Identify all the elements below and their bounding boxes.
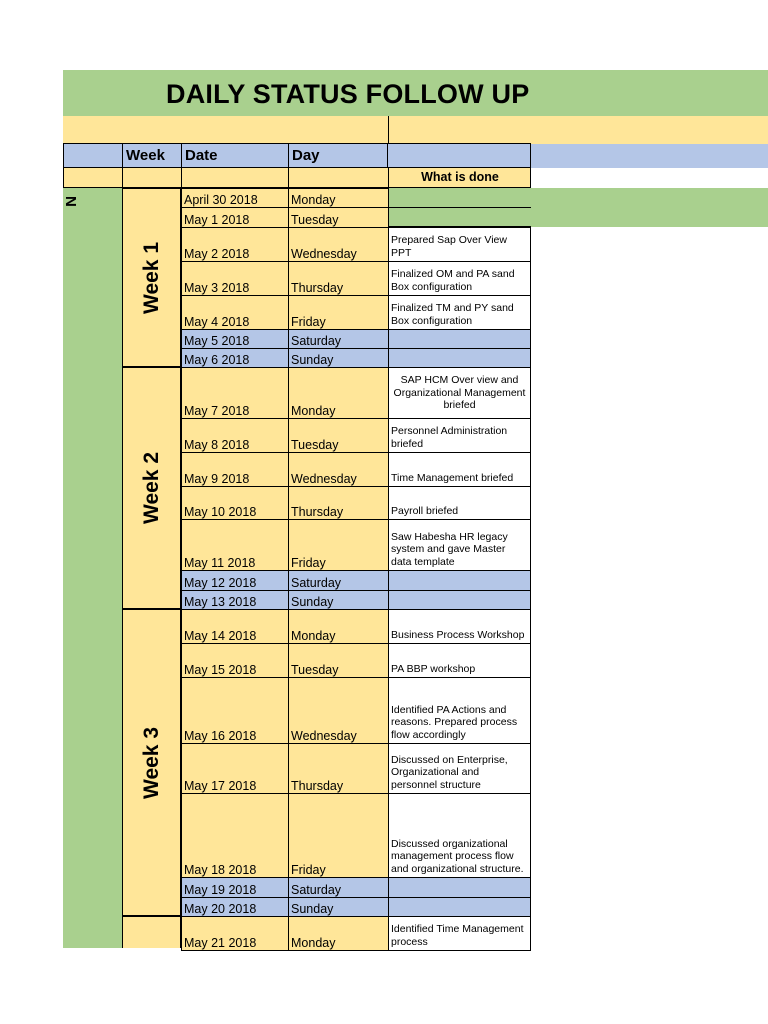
week-label: Week 1	[139, 241, 163, 314]
day-cell: Monday	[288, 916, 389, 951]
what-is-done-cell	[388, 295, 531, 330]
day-cell: Friday	[288, 295, 389, 330]
day-cell: Monday	[288, 188, 389, 208]
what-is-done-text: Finalized OM and PA sand Box configuration	[391, 268, 515, 293]
date-cell: May 10 2018	[181, 486, 289, 520]
day-cell: Wednesday	[288, 452, 389, 487]
what-is-done-cell	[388, 452, 531, 487]
week-label: Week 2	[139, 452, 163, 524]
week-label: Week 3	[139, 726, 163, 799]
date-cell: May 8 2018	[181, 418, 289, 453]
date-cell: May 21 2018	[181, 916, 289, 951]
what-is-done-cell	[388, 897, 531, 917]
what-is-done-cell	[388, 367, 531, 419]
date-cell: May 2 2018	[181, 227, 289, 262]
what-is-done-text: SAP HCM Over view and Organizational Management briefed	[393, 374, 526, 412]
what-is-done-text: Prepared Sap Over View PPT	[391, 234, 507, 259]
what-is-done-cell	[388, 916, 531, 951]
what-is-done-cell	[388, 227, 531, 262]
date-cell: May 16 2018	[181, 677, 289, 744]
divider	[181, 168, 182, 188]
what-is-done-text: Discussed on Enterprise, Organizational and personnel structure	[391, 753, 508, 791]
week-cell-1	[122, 188, 181, 367]
spacer-row-right	[531, 116, 768, 144]
day-cell: Saturday	[288, 329, 389, 349]
title-band	[63, 70, 768, 116]
what-is-done-cell	[388, 348, 531, 368]
header-day: Day	[288, 144, 388, 168]
date-cell: May 5 2018	[181, 329, 289, 349]
what-is-done-cell	[388, 677, 531, 744]
date-cell: May 9 2018	[181, 452, 289, 487]
day-cell: Sunday	[288, 897, 389, 917]
day-cell: Monday	[288, 367, 389, 419]
day-cell: Saturday	[288, 877, 389, 898]
what-is-done-text: PA BBP workshop	[391, 662, 476, 675]
what-is-done-text: Business Process Workshop	[391, 628, 525, 641]
header-what-is-done: What is done	[388, 168, 531, 188]
date-cell: May 12 2018	[181, 570, 289, 591]
date-cell: May 4 2018	[181, 295, 289, 330]
date-cell: May 18 2018	[181, 793, 289, 878]
what-is-done-cell	[388, 590, 531, 610]
date-cell: May 3 2018	[181, 261, 289, 296]
date-cell: May 19 2018	[181, 877, 289, 898]
what-is-done-cell	[388, 329, 531, 349]
divider	[388, 116, 389, 144]
date-cell: May 14 2018	[181, 609, 289, 644]
date-cell: May 17 2018	[181, 743, 289, 794]
what-is-done-text: Finalized TM and PY sand Box configuration	[391, 302, 514, 327]
what-is-done-text: Discussed organizational management process flow and organizational structure.	[391, 837, 524, 875]
date-cell: May 15 2018	[181, 643, 289, 678]
what-is-done-cell	[388, 643, 531, 678]
side-column	[63, 188, 122, 948]
date-cell: May 6 2018	[181, 348, 289, 368]
what-is-done-text: Personnel Administration briefed	[391, 425, 508, 450]
day-cell: Monday	[288, 609, 389, 644]
day-cell: Thursday	[288, 486, 389, 520]
day-cell: Friday	[288, 519, 389, 571]
date-cell: May 7 2018	[181, 367, 289, 419]
day-cell: Tuesday	[288, 418, 389, 453]
week-cell-4	[122, 916, 181, 948]
date-cell: May 11 2018	[181, 519, 289, 571]
what-is-done-cell	[388, 519, 531, 571]
page-title: DAILY STATUS FOLLOW UP	[166, 79, 530, 109]
day-cell: Friday	[288, 793, 389, 878]
day-cell: Wednesday	[288, 677, 389, 744]
date-cell: April 30 2018	[181, 188, 289, 208]
week-cell-2	[122, 367, 181, 609]
what-is-done-cell	[388, 793, 531, 878]
what-is-done-text: Identified PA Actions and reasons. Prepared process flow accordingly	[391, 703, 518, 741]
header-date: Date	[181, 144, 288, 168]
what-is-done-text: Payroll briefed	[391, 504, 459, 517]
day-cell: Thursday	[288, 743, 389, 794]
what-is-done-cell	[388, 609, 531, 644]
what-is-done-cell	[388, 743, 531, 794]
what-is-done-cell	[388, 261, 531, 296]
what-is-done-cell	[388, 418, 531, 453]
what-is-done-cell	[388, 570, 531, 591]
divider	[122, 168, 123, 188]
spacer-row	[63, 116, 531, 144]
date-cell: May 1 2018	[181, 207, 289, 228]
what-is-done-cell	[388, 486, 531, 520]
day-cell: Wednesday	[288, 227, 389, 262]
divider	[388, 207, 531, 208]
what-is-done-text: Identified Time Management process	[391, 923, 524, 948]
day-cell: Saturday	[288, 570, 389, 591]
what-is-done-text: Time Management briefed	[391, 471, 514, 484]
day-cell: Sunday	[288, 348, 389, 368]
week-cell-3	[122, 609, 181, 916]
what-is-done-cell	[388, 877, 531, 898]
date-cell: May 13 2018	[181, 590, 289, 610]
header-week: Week	[122, 144, 181, 168]
day-cell: Sunday	[288, 590, 389, 610]
day-cell: Thursday	[288, 261, 389, 296]
side-label: N	[62, 196, 79, 207]
day-cell: Tuesday	[288, 643, 389, 678]
what-is-done-text: Saw Habesha HR legacy system and gave Master data template	[391, 530, 508, 568]
day-cell: Tuesday	[288, 207, 389, 228]
divider	[288, 168, 289, 188]
date-cell: May 20 2018	[181, 897, 289, 917]
